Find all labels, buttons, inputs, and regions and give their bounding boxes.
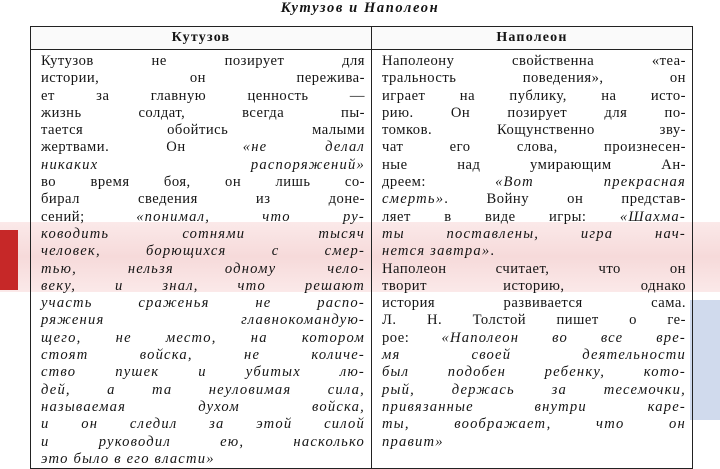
text-fragment: Наполеону свойственна «теа- [382, 53, 686, 69]
table-row [31, 50, 693, 469]
text-fragment: Наполеон считает, что он [382, 260, 686, 277]
text-line [41, 157, 365, 174]
text-fragment: тается обойтись малыми [41, 122, 365, 139]
text-line [41, 295, 365, 312]
text-line [382, 70, 686, 87]
quote-fragment: дей, а та неуловимая сила, [41, 381, 365, 398]
quote-fragment: привязанные внутри каре- [382, 398, 686, 415]
quote-fragment: это было в его власти» [41, 450, 215, 467]
quote-fragment: нется завтра» [382, 243, 491, 260]
text-fragment: ные над умирающим Ан- [382, 156, 686, 173]
quote-fragment: рый, держась за тесемочки, [382, 381, 686, 398]
quote-fragment: был подобен ребенку, кото- [382, 364, 686, 381]
text-fragment: томков. Кощунственно зву- [382, 122, 686, 139]
text-fragment: рию. Он позирует для по- [382, 104, 686, 121]
text-line [41, 105, 365, 122]
text-line [41, 399, 365, 416]
text-line [382, 122, 686, 139]
quote-fragment: веку, и знал, что решают [41, 277, 365, 294]
text-fragment: жизнь солдат, всегда пы- [41, 104, 365, 121]
text-fragment: . [490, 243, 495, 260]
text-line [41, 70, 365, 87]
text-line [41, 122, 365, 139]
text-line [382, 434, 686, 451]
quote-fragment: называемая духом войска, [41, 398, 365, 415]
text-fragment: творит историю, однако [382, 277, 686, 294]
quote-fragment: смерть» [382, 191, 445, 208]
text-line [41, 209, 365, 226]
text-line [382, 399, 686, 416]
text-fragment: истории, он пережива- [41, 70, 365, 87]
quote-fragment: участь сраженья не распо- [41, 295, 365, 312]
text-line [41, 434, 365, 451]
text-fragment: бирал сведения из доне- [41, 191, 365, 208]
text-line [41, 312, 365, 329]
quote-fragment: ководить сотнями тысяч [41, 225, 365, 242]
text-fragment: ляет в виде игры: [382, 208, 587, 225]
text-fragment: жертвами. Он [41, 139, 186, 156]
text-line [382, 139, 686, 156]
quote-fragment: человек, борющихся с смер- [41, 243, 365, 260]
text-line [41, 364, 365, 381]
text-line [382, 382, 686, 399]
text-line [382, 191, 686, 208]
text-line [41, 243, 365, 260]
quote-fragment: «не делал [242, 139, 366, 156]
page-title: Кутузов и Наполеон [280, 0, 440, 16]
text-line [382, 157, 686, 174]
text-line [382, 416, 686, 433]
text-line [41, 382, 365, 399]
text-fragment: ет за главную ценность — [41, 87, 365, 104]
text-line [41, 139, 365, 156]
text-fragment: дреем: [382, 174, 426, 191]
text-line [41, 174, 365, 191]
text-fragment: Л. Н. Толстой пишет о ге- [382, 312, 686, 329]
quote-fragment: ты, воображает, что он [382, 416, 686, 433]
text-fragment: Кутузов не позирует для [41, 53, 365, 69]
text-line [41, 347, 365, 364]
table-header-row [31, 27, 693, 50]
text-fragment: тральность поведения», он [382, 70, 686, 87]
text-fragment: чат его слова, произнесен- [382, 139, 686, 156]
quote-fragment: и он следил за этой силой [41, 416, 365, 433]
text-fragment: играет на публику, на исто- [382, 87, 686, 104]
text-line [382, 174, 686, 191]
comparison-table [30, 26, 693, 469]
text-line [41, 88, 365, 105]
column-header-napoleon: Наполеон [372, 27, 693, 50]
quote-fragment: ряжения главнокомандую- [41, 312, 365, 329]
background-accent-left [0, 230, 18, 290]
kutuzov-cell [31, 50, 372, 469]
text-line [382, 243, 686, 260]
text-line [382, 312, 686, 329]
text-line [382, 330, 686, 347]
quote-fragment: никаких распоряжений» [41, 156, 365, 173]
quote-fragment: мя своей деятельности [382, 347, 686, 364]
quote-fragment: и руководил ею, насколько [41, 433, 365, 450]
text-line [41, 53, 365, 70]
text-fragment: сений; [41, 208, 85, 225]
quote-fragment: «понимал, что ру- [136, 208, 365, 225]
text-line [382, 347, 686, 364]
text-line [41, 330, 365, 347]
text-line [382, 88, 686, 105]
text-fragment: . Войну он представ- [444, 191, 686, 208]
quote-fragment: щего, не место, на котором [41, 329, 365, 346]
quote-fragment: ство пушек и убитых лю- [41, 364, 365, 381]
text-line [41, 451, 365, 468]
text-line [41, 226, 365, 243]
text-line [382, 295, 686, 312]
text-line [382, 105, 686, 122]
text-line [41, 261, 365, 278]
text-line [382, 226, 686, 243]
text-line [382, 209, 686, 226]
quote-fragment: «Вот прекрасная [495, 174, 686, 191]
text-line [41, 191, 365, 208]
column-header-kutuzov: Кутузов [31, 27, 372, 50]
napoleon-cell [372, 50, 693, 469]
text-line [41, 416, 365, 433]
quote-fragment: «Шахма- [619, 208, 686, 225]
text-fragment: рое: [382, 329, 410, 346]
text-fragment: история развивается сама. [382, 295, 686, 312]
text-line [382, 261, 686, 278]
background-accent-right [690, 300, 720, 420]
text-line [382, 364, 686, 381]
quote-fragment: ты поставлены, игра нач- [382, 225, 686, 242]
text-line [382, 278, 686, 295]
quote-fragment: правит» [382, 433, 444, 450]
text-fragment: во время боя, он лишь со- [41, 174, 365, 191]
quote-fragment: тью, нельзя одному чело- [41, 260, 365, 277]
text-line [41, 278, 365, 295]
text-line [382, 53, 686, 70]
quote-fragment: стоят войска, не количе- [41, 347, 365, 364]
quote-fragment: «Наполеон во все вре- [441, 329, 686, 346]
